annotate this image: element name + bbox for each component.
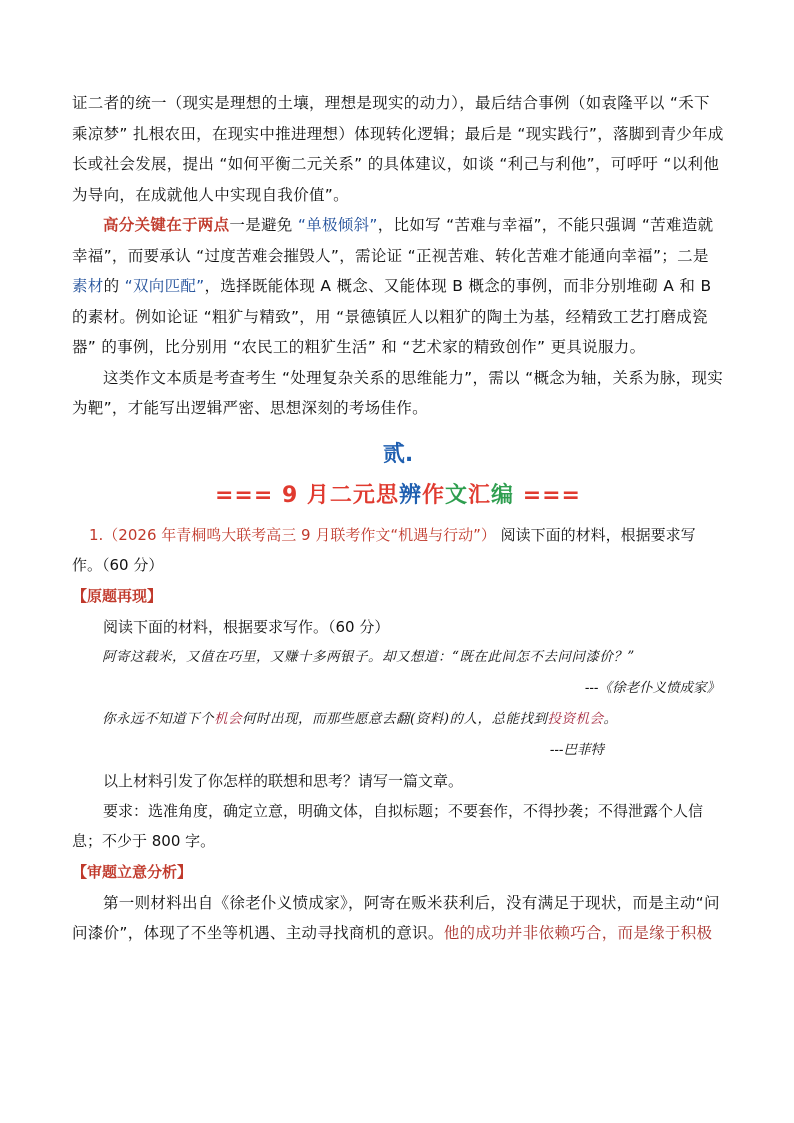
quote-highlight: 机会 [214, 710, 242, 727]
section-title-char: 文 [444, 482, 468, 508]
paragraph-text: 这类作文本质是考查考生 “处理复杂关系的思维能力”，需以 “概念为轴，关系为脉，现实为靶”，才能写出逻辑严密、思想深刻的考场佳作。 [72, 368, 724, 417]
question-close: ） [480, 525, 496, 544]
quote-text: 。 [603, 710, 618, 727]
paragraph-essence [72, 363, 724, 424]
document-page [72, 88, 724, 949]
original-intro: 阅读下面的材料，根据要求写作。（60 分） [103, 617, 390, 636]
question-instruction: 阅读下面的材料，根据要求写作。（60 分） [72, 525, 696, 574]
paragraph-text: ，比如写 “苦难与幸福”，不能只强调 “苦难造就幸福”，而要承认 “过度苦难会摧毁人”，需论证 “正视苦难、转化苦难才能通向幸福”；二是 [72, 216, 714, 265]
section-title [72, 476, 724, 516]
section-title-prefix: === 9 月二元 [215, 482, 376, 508]
paragraph-text: 证二者的统一（现实是理想的土壤，理想是现实的动力），最后结合事例（如袁隆平以 “禾下乘凉梦” 扎根农田，在现实中推进理想）体现转化逻辑；最后是 “现实践行”，落脚到青少年成长或社会发展，提出 “如何平衡二元关系” 的具体建议，如谈 “利己与利他”，可呼吁 “以利他为导向，在成就他人中实现自我价值”。 [72, 94, 724, 204]
section-title-char: 辨 [398, 482, 422, 508]
analysis-paragraph [72, 888, 724, 949]
paragraph-text: 一是避免 [229, 216, 298, 234]
tag-analysis: 【审题立意分析】 [72, 862, 193, 881]
paragraph-high-score-keys [72, 210, 724, 363]
quote-highlight: 投资机会 [547, 710, 604, 727]
term-two-way-match: “双向匹配” [124, 277, 205, 295]
analysis-text: 第一则材料出自《徐老仆义愤成家》，阿寄在贩米获利后，没有满足于现状，而是主动“问问漆价”，体现了不坐等机遇、主动寻找商机的意识。 [72, 893, 720, 942]
writing-prompt: 以上材料引发了你怎样的联想和思考？请写一篇文章。 [103, 771, 464, 790]
material-source-1: ---《徐老仆义愤成家》 [584, 679, 720, 696]
section-title-char: 作 [421, 482, 445, 508]
term-material: 素材 [72, 277, 104, 295]
quote-text: 你永远不知道下个 [102, 710, 214, 727]
section-title-suffix: === [514, 482, 581, 508]
tag-original-question: 【原题再现】 [72, 586, 163, 605]
quote-text: 何时出现，而那些愿意去翻(资料)的人，总能找到 [242, 710, 548, 727]
question-topic: “机遇与行动” [390, 525, 481, 544]
section-title-char: 思 [375, 482, 399, 508]
question-number: 1.（2026 年青桐鸣大联考高三 9 月联考作文 [89, 525, 391, 544]
material-source-2: ---巴菲特 [549, 741, 604, 758]
writing-requirements: 要求：选准角度，确定立意，明确文体，自拟标题；不要套作，不得抄袭；不得泄露个人信息；不少于 800 字。 [72, 801, 704, 850]
question-heading [72, 520, 724, 580]
material-quote-1: 阿寄这载米，又值在巧里，又赚十多两银子。却又想道：“既在此间怎不去问问漆价？” [102, 648, 635, 665]
paragraph-text: ，选择既能体现 A 概念、又能体现 B 概念的事例，而非分别堆砌 A 和 B 的素材。例如论证 “粗犷与精致”，用 “景德镇匠人以粗犷的陶土为基，经精致工艺打磨成瓷器” 的事例，比分别用 “农民工的粗犷生活” 和 “艺术家的精致创作” 更具说服力。 [72, 277, 712, 356]
paragraph-text: 的 [103, 277, 125, 295]
term-single-pole: “单极倾斜” [297, 216, 378, 234]
section-title-char: 编 [491, 482, 515, 508]
material-quote-2 [72, 704, 724, 735]
section-number: 贰. [382, 441, 414, 467]
paragraph-structure-conclusion [72, 88, 724, 210]
key-point-label: 高分关键在于两点 [103, 216, 230, 234]
analysis-highlight: 他的成功并非依赖巧合，而是缘于积极 [443, 924, 713, 942]
section-title-char: 汇 [468, 482, 492, 508]
